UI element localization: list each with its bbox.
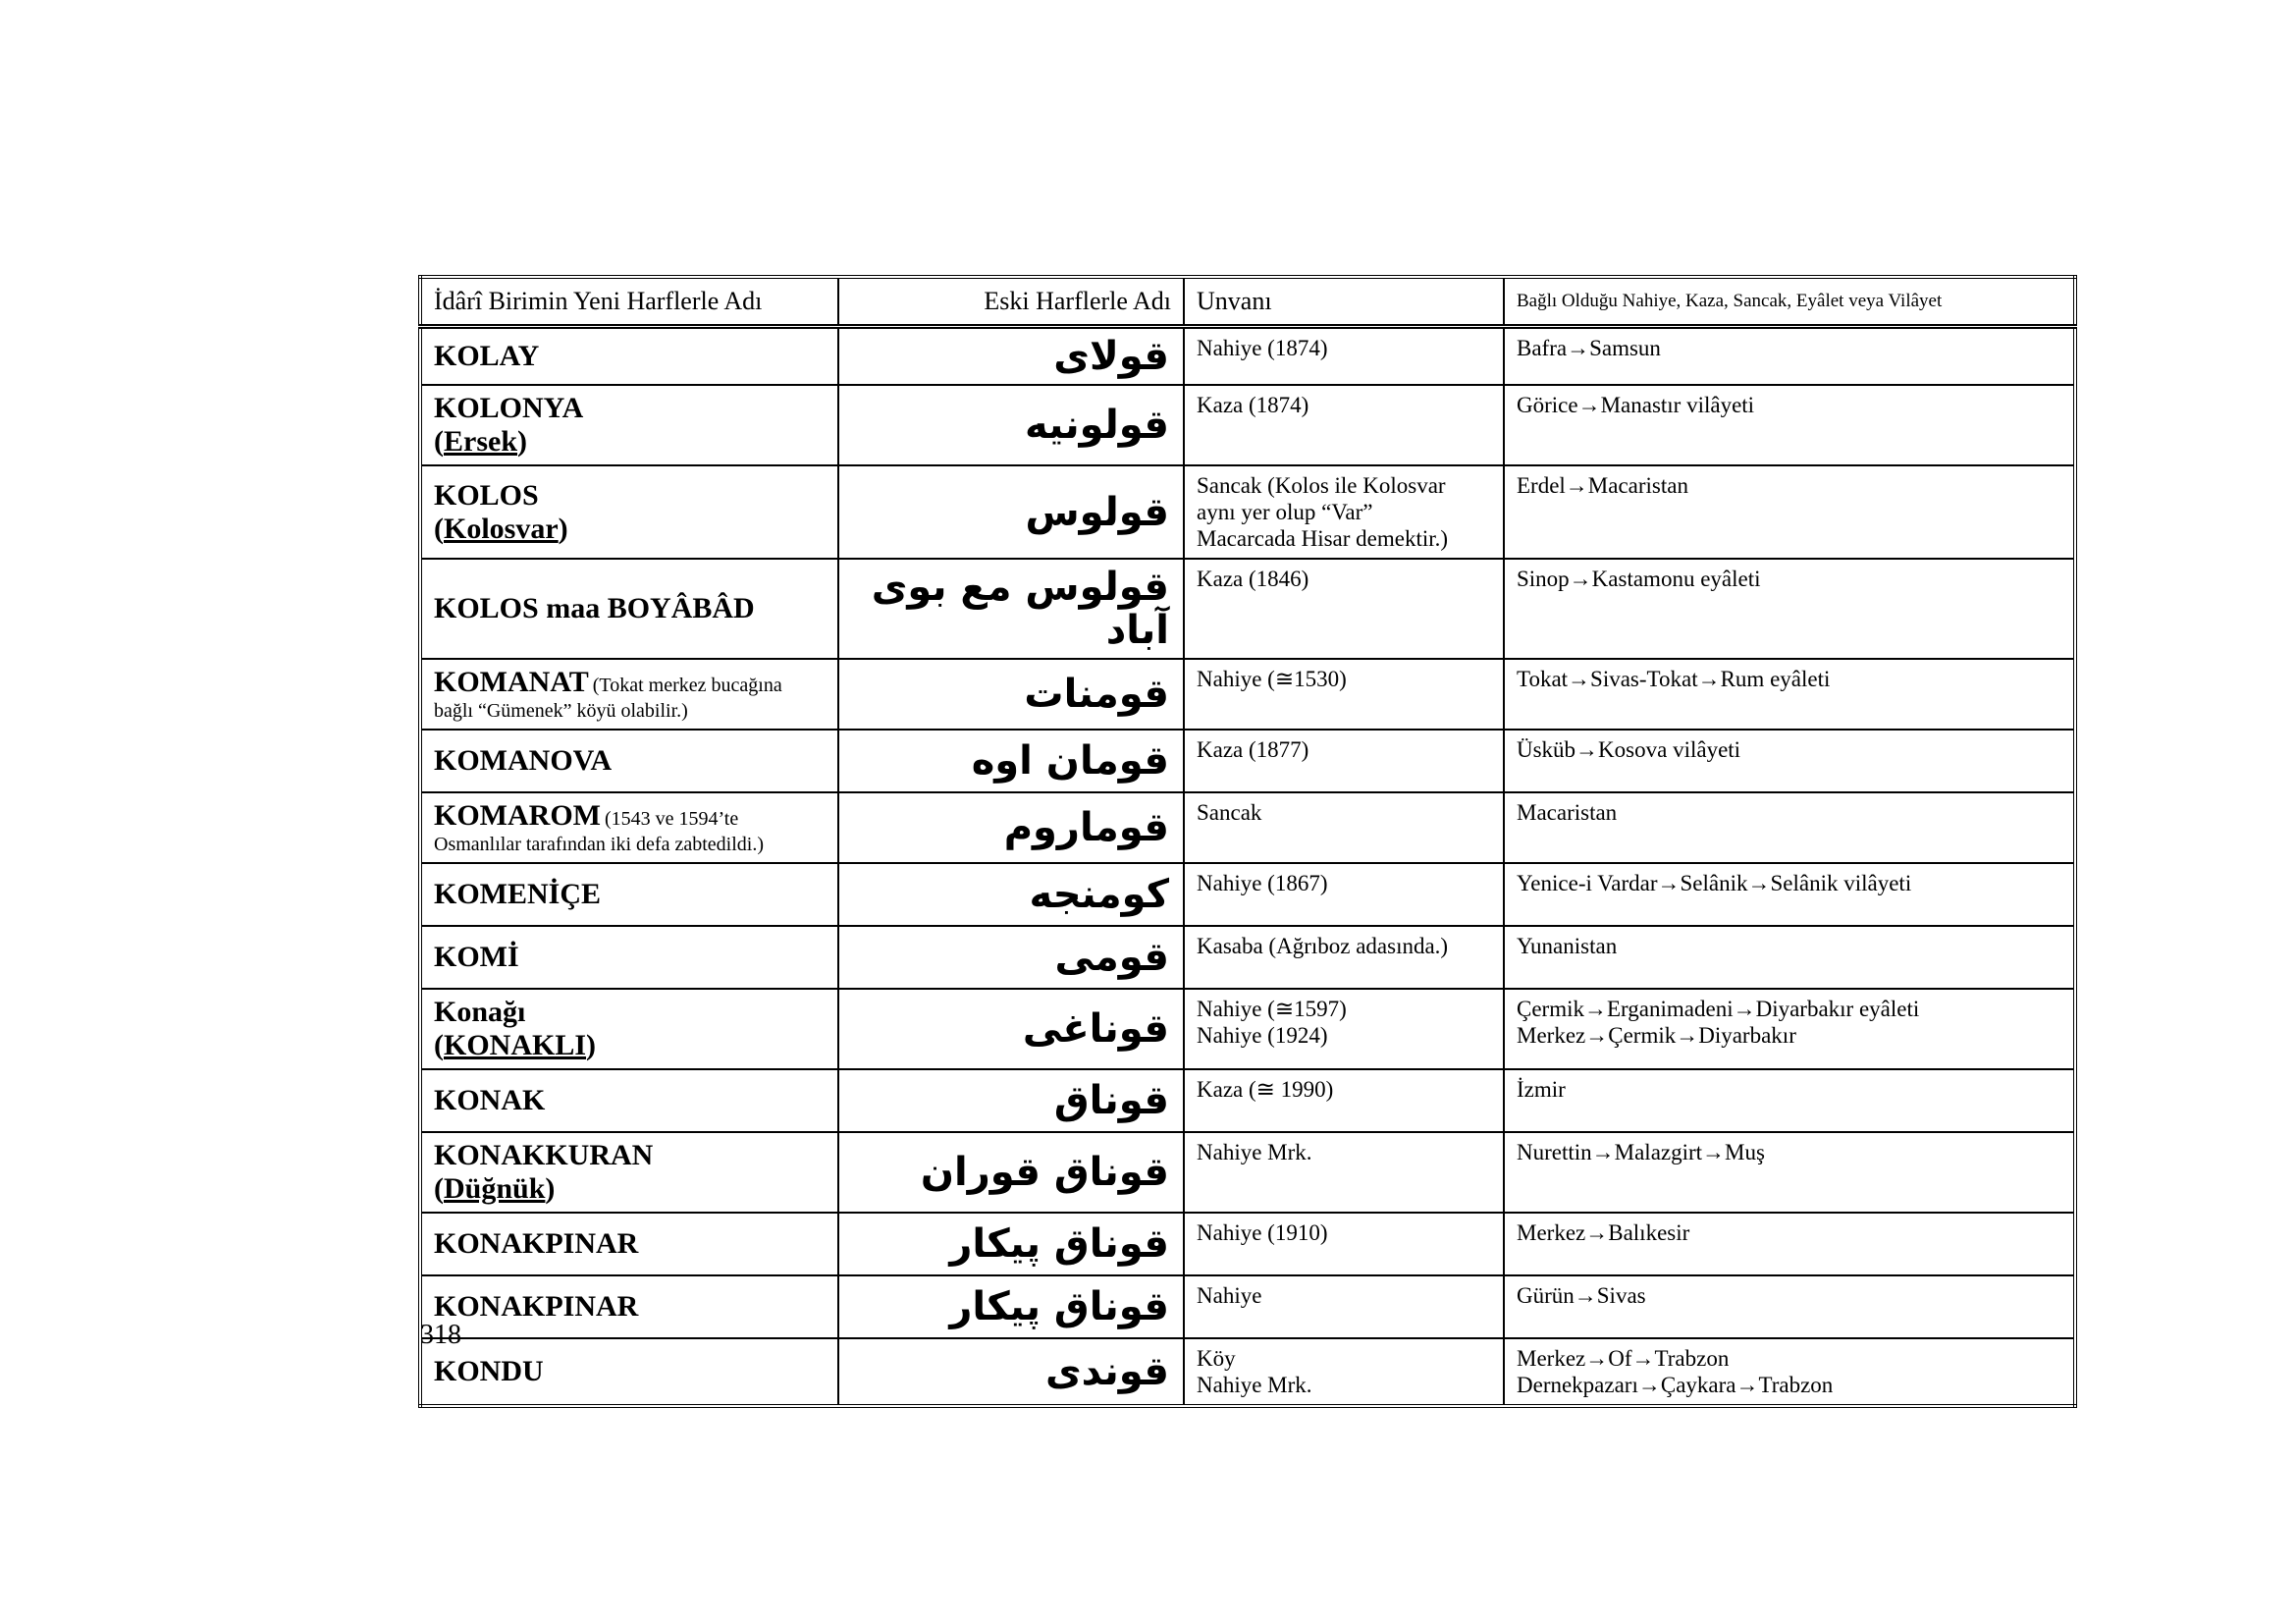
unit-name: KOLONYA bbox=[434, 392, 584, 424]
title-line: Kaza (1874) bbox=[1197, 393, 1309, 417]
cell-bagli bbox=[1504, 792, 2075, 863]
ottoman-name: قوناغى bbox=[1022, 1006, 1169, 1052]
unit-name: KONAKPINAR bbox=[434, 1227, 639, 1260]
cell-name bbox=[420, 1338, 838, 1406]
hierarchy-line: Gürün→Sivas bbox=[1517, 1283, 1646, 1308]
table-row bbox=[420, 1275, 2075, 1338]
cell-eski bbox=[838, 465, 1184, 559]
unit-name: KONAK bbox=[434, 1084, 546, 1116]
alt-name-text: Kolosvar bbox=[444, 512, 559, 545]
cell-bagli bbox=[1504, 1069, 2075, 1132]
unit-name: KONDU bbox=[434, 1355, 544, 1387]
title-line: Nahiye Mrk. bbox=[1197, 1140, 1312, 1164]
unit-name: KONAKKURAN bbox=[434, 1139, 654, 1171]
hierarchy-line: Merkez→Balıkesir bbox=[1517, 1220, 1690, 1245]
hierarchy-line: Merkez→Of→Trabzon bbox=[1517, 1346, 1730, 1371]
cell-name bbox=[420, 926, 838, 989]
cell-eski bbox=[838, 863, 1184, 926]
cell-eski bbox=[838, 559, 1184, 659]
cell-bagli bbox=[1504, 1338, 2075, 1406]
cell-eski bbox=[838, 1275, 1184, 1338]
unit-name: KOLAY bbox=[434, 340, 540, 372]
ottoman-name: قوندى bbox=[1044, 1349, 1169, 1394]
hierarchy-line: Dernekpazarı→Çaykara→Trabzon bbox=[1517, 1373, 1834, 1397]
cell-name bbox=[420, 465, 838, 559]
cell-name bbox=[420, 1275, 838, 1338]
hierarchy-line: Yenice-i Vardar→Selânik→Selânik vilâyeti bbox=[1517, 871, 1912, 895]
cell-unvan bbox=[1184, 792, 1504, 863]
cell-eski bbox=[838, 1338, 1184, 1406]
cell-bagli bbox=[1504, 465, 2075, 559]
cell-unvan bbox=[1184, 1069, 1504, 1132]
cell-name bbox=[420, 863, 838, 926]
title-line: Sancak (Kolos ile Kolosvar bbox=[1197, 473, 1446, 498]
table-row bbox=[420, 1069, 2075, 1132]
table-row bbox=[420, 385, 2075, 465]
ottoman-name: قوناق پيكار bbox=[949, 1284, 1169, 1329]
hierarchy-line: Bafra→Samsun bbox=[1517, 336, 1661, 360]
title-line: Nahiye (≅1530) bbox=[1197, 667, 1347, 691]
cell-name bbox=[420, 1213, 838, 1275]
unit-name: KOMENİÇE bbox=[434, 878, 602, 910]
header-eski: Eski Harflerle Adı bbox=[838, 277, 1184, 327]
ottoman-name: قولاى bbox=[1053, 334, 1169, 379]
header-name: İdârî Birimin Yeni Harflerle Adı bbox=[420, 277, 838, 327]
unit-note: (1543 ve 1594’te Osmanlılar tarafından iki defa zabtedildi.) bbox=[434, 808, 764, 855]
hierarchy-line: Görice→Manastır vilâyeti bbox=[1517, 393, 1755, 417]
unit-alt-name: (Ersek) bbox=[434, 425, 527, 458]
cell-name bbox=[420, 989, 838, 1069]
title-line: Nahiye (≅1597) bbox=[1197, 997, 1347, 1021]
table-row bbox=[420, 465, 2075, 559]
cell-unvan bbox=[1184, 385, 1504, 465]
cell-name bbox=[420, 385, 838, 465]
ottoman-name: قوناق پيكار bbox=[949, 1221, 1169, 1267]
table-row bbox=[420, 863, 2075, 926]
cell-bagli bbox=[1504, 926, 2075, 989]
cell-unvan bbox=[1184, 1338, 1504, 1406]
hierarchy-line: Üsküb→Kosova vilâyeti bbox=[1517, 737, 1741, 762]
table-row bbox=[420, 559, 2075, 659]
table-row bbox=[420, 1213, 2075, 1275]
unit-name: KOMANOVA bbox=[434, 744, 613, 777]
cell-unvan bbox=[1184, 1213, 1504, 1275]
unit-name: KOLOS maa BOYÂBÂD bbox=[434, 592, 755, 624]
cell-unvan bbox=[1184, 989, 1504, 1069]
page-number: 318 bbox=[420, 1320, 461, 1350]
cell-name bbox=[420, 792, 838, 863]
title-line: Sancak bbox=[1197, 800, 1262, 825]
table-body bbox=[420, 327, 2075, 1407]
ottoman-name: قولونيه bbox=[1025, 403, 1169, 448]
ottoman-name: قومى bbox=[1054, 935, 1169, 980]
table-row bbox=[420, 730, 2075, 792]
ottoman-name: قومنات bbox=[1024, 672, 1169, 717]
unit-alt-name: (Kolosvar) bbox=[434, 512, 568, 545]
cell-eski bbox=[838, 659, 1184, 730]
title-line: Nahiye Mrk. bbox=[1197, 1373, 1312, 1397]
alt-name-text: Ersek bbox=[444, 425, 517, 458]
ottoman-name: قوماروم bbox=[1003, 805, 1169, 850]
ottoman-name: قولوس bbox=[1025, 489, 1169, 535]
cell-eski bbox=[838, 730, 1184, 792]
title-line: Kaza (1877) bbox=[1197, 737, 1309, 762]
table-row bbox=[420, 792, 2075, 863]
cell-eski bbox=[838, 792, 1184, 863]
cell-unvan bbox=[1184, 559, 1504, 659]
hierarchy-line: Sinop→Kastamonu eyâleti bbox=[1517, 567, 1761, 591]
table-header-row bbox=[420, 277, 2075, 327]
hierarchy-line: Erdel→Macaristan bbox=[1517, 473, 1688, 498]
cell-eski bbox=[838, 385, 1184, 465]
cell-name bbox=[420, 1069, 838, 1132]
table-row bbox=[420, 926, 2075, 989]
ottoman-name: قومان اوه bbox=[971, 738, 1169, 784]
cell-bagli bbox=[1504, 1275, 2075, 1338]
unit-name: KOLOS bbox=[434, 478, 539, 512]
gazetteer-table bbox=[418, 275, 2077, 1408]
unit-alt-name: (Düğnük) bbox=[434, 1172, 556, 1205]
table-row bbox=[420, 1132, 2075, 1213]
unit-name: KOMAROM bbox=[434, 799, 601, 832]
cell-bagli bbox=[1504, 559, 2075, 659]
table-row bbox=[420, 989, 2075, 1069]
cell-unvan bbox=[1184, 730, 1504, 792]
unit-name: Konağı bbox=[434, 996, 526, 1028]
hierarchy-line: İzmir bbox=[1517, 1077, 1566, 1102]
alt-name-text: Düğnük bbox=[444, 1172, 546, 1205]
unit-name: KONAKPINAR bbox=[434, 1290, 639, 1323]
title-line: Nahiye bbox=[1197, 1283, 1262, 1308]
title-line: Macarcada Hisar demektir.) bbox=[1197, 526, 1449, 551]
hierarchy-line: Merkez→Çermik→Diyarbakır bbox=[1517, 1023, 1796, 1048]
header-unvan: Unvanı bbox=[1184, 277, 1504, 327]
unit-note: (Tokat merkez bucağına bağlı “Gümenek” köyü olabilir.) bbox=[434, 675, 782, 722]
cell-eski bbox=[838, 1213, 1184, 1275]
title-line: aynı yer olup “Var” bbox=[1197, 500, 1373, 524]
ottoman-name: قوناق قوران bbox=[920, 1150, 1169, 1195]
cell-bagli bbox=[1504, 659, 2075, 730]
cell-bagli bbox=[1504, 730, 2075, 792]
table-row bbox=[420, 659, 2075, 730]
unit-name: KOMİ bbox=[434, 941, 519, 973]
cell-bagli bbox=[1504, 989, 2075, 1069]
title-line: Nahiye (1867) bbox=[1197, 871, 1328, 895]
hierarchy-line: Çermik→Erganimadeni→Diyarbakır eyâleti bbox=[1517, 997, 1920, 1021]
ottoman-name: قولوس مع بوى آباد bbox=[871, 565, 1169, 653]
hierarchy-line: Nurettin→Malazgirt→Muş bbox=[1517, 1140, 1765, 1164]
cell-eski bbox=[838, 926, 1184, 989]
title-line: Nahiye (1874) bbox=[1197, 336, 1328, 360]
hierarchy-line: Yunanistan bbox=[1517, 934, 1618, 958]
cell-unvan bbox=[1184, 327, 1504, 386]
cell-name bbox=[420, 1132, 838, 1213]
ottoman-name: كومنجه bbox=[1029, 872, 1169, 917]
title-line: Nahiye (1910) bbox=[1197, 1220, 1328, 1245]
cell-unvan bbox=[1184, 1132, 1504, 1213]
unit-name: KOMANAT bbox=[434, 666, 589, 698]
cell-unvan bbox=[1184, 926, 1504, 989]
cell-unvan bbox=[1184, 1275, 1504, 1338]
cell-bagli bbox=[1504, 1132, 2075, 1213]
cell-eski bbox=[838, 989, 1184, 1069]
cell-eski bbox=[838, 327, 1184, 386]
cell-unvan bbox=[1184, 863, 1504, 926]
cell-unvan bbox=[1184, 659, 1504, 730]
title-line: Nahiye (1924) bbox=[1197, 1023, 1328, 1048]
cell-bagli bbox=[1504, 863, 2075, 926]
table-row bbox=[420, 327, 2075, 386]
hierarchy-line: Macaristan bbox=[1517, 800, 1618, 825]
cell-name bbox=[420, 327, 838, 386]
hierarchy-line: Tokat→Sivas-Tokat→Rum eyâleti bbox=[1517, 667, 1831, 691]
table-row bbox=[420, 1338, 2075, 1406]
cell-bagli bbox=[1504, 327, 2075, 386]
ottoman-name: قوناق bbox=[1053, 1078, 1169, 1123]
cell-bagli bbox=[1504, 385, 2075, 465]
cell-name bbox=[420, 559, 838, 659]
cell-name bbox=[420, 730, 838, 792]
cell-name bbox=[420, 659, 838, 730]
cell-bagli bbox=[1504, 1213, 2075, 1275]
cell-unvan bbox=[1184, 465, 1504, 559]
cell-eski bbox=[838, 1132, 1184, 1213]
alt-name-text: KONAKLI bbox=[444, 1029, 587, 1061]
header-bagli: Bağlı Olduğu Nahiye, Kaza, Sancak, Eyâlet veya Vilâyet bbox=[1504, 277, 2075, 327]
cell-eski bbox=[838, 1069, 1184, 1132]
title-line: Kaza (1846) bbox=[1197, 567, 1309, 591]
title-line: Kasaba (Ağrıboz adasında.) bbox=[1197, 934, 1449, 958]
title-line: Kaza (≅ 1990) bbox=[1197, 1077, 1334, 1102]
unit-alt-name: (KONAKLI) bbox=[434, 1029, 597, 1061]
title-line: Köy bbox=[1197, 1346, 1236, 1371]
